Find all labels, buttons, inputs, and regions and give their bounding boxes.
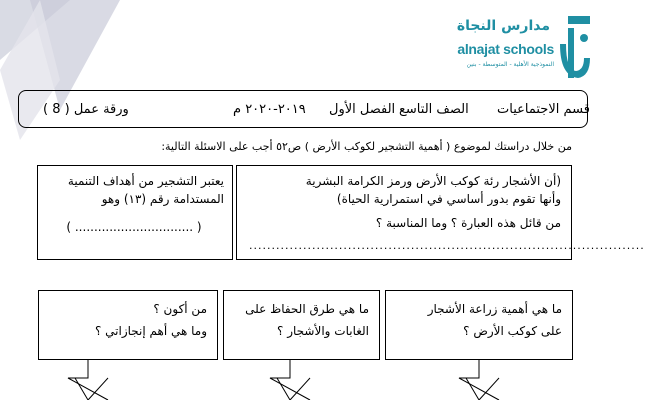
importance-line-1: ما هي أهمية زراعة الأشجار [427, 302, 562, 316]
quote-line-2: وأنها تقوم بدور أساسي في استمرارية الحياة) [336, 192, 561, 206]
quote-question: من قائل هذه العبارة ؟ وما المناسبة ؟ [375, 216, 561, 230]
who-line-1: من أكون ؟ [153, 302, 207, 316]
term: الفصل الأول [329, 102, 396, 117]
grade: الصف التاسع [399, 102, 469, 117]
school-year: ٢٠١٩-٢٠٢٠ م [233, 102, 306, 117]
sdg-answer-blank: ( ............................... ) [66, 220, 202, 234]
department: قسم الاجتماعيات [497, 102, 590, 117]
instruction-text: من خلال دراستك لموضوع ( أهمية التشجير لكوكب الأرض ) ص٥٢ أجب على الاسئلة التالية: [161, 140, 572, 153]
preserve-line-2: الغابات والأشجار ؟ [277, 324, 369, 338]
sdg-line-2: المستدامة رقم (١٣) وهو [101, 192, 224, 206]
preserve-line-1: ما هي طرق الحفاظ على [245, 302, 369, 316]
sdg-line-1: يعتبر التشجير من أهداف التنمية [67, 174, 224, 188]
importance-line-2: على كوكب الأرض ؟ [463, 324, 562, 338]
logo-tagline: النموذجية الأهلية - المتوسطة - بنين [466, 61, 554, 68]
who-line-2: وما هي أهم إنجازاتي ؟ [94, 324, 207, 338]
logo-english-name: alnajat schools [457, 41, 554, 57]
quote-line-1: (أن الأشجار رئة كوكب الأرض ورمز الكرامة البشرية [305, 174, 561, 188]
worksheet-number: ورقة عمل ( 8 ) [43, 102, 129, 117]
quote-answer-line: ........................................................................................ [249, 239, 645, 252]
logo-arabic-name: مدارس النجاة [456, 18, 550, 34]
